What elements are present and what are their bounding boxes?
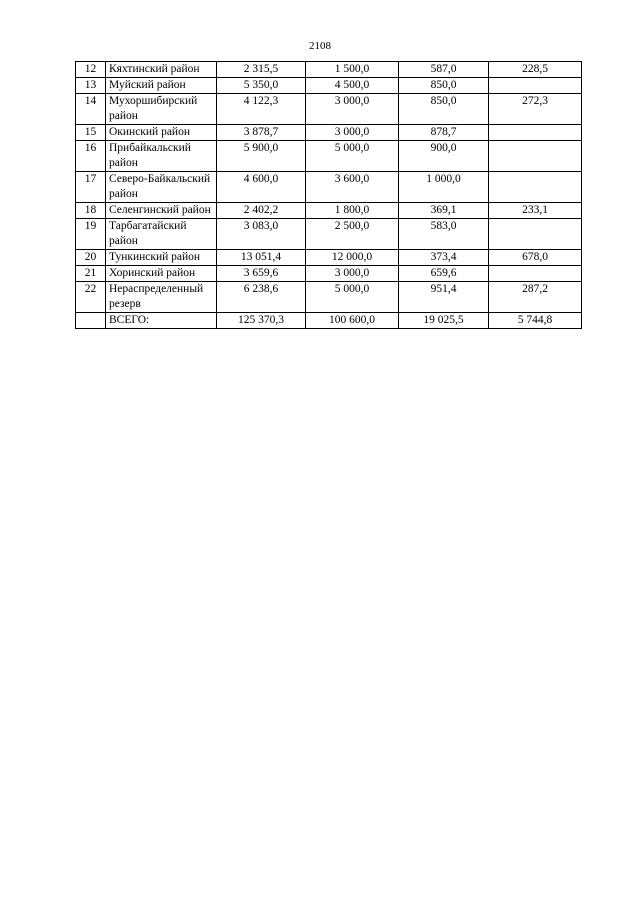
district-name: Селенгинский район (106, 203, 217, 219)
table-row (76, 203, 582, 219)
amount-col-3: 583,0 (399, 219, 489, 250)
district-name: Кяхтинский район (106, 62, 217, 78)
table-row (76, 250, 582, 266)
amount-col-3: 878,7 (399, 125, 489, 141)
amount-col-4: 287,2 (489, 282, 582, 313)
table-row (76, 266, 582, 282)
amount-col-2: 3 000,0 (306, 125, 399, 141)
amount-col-3: 373,4 (399, 250, 489, 266)
amount-col-4 (489, 266, 582, 282)
amount-col-4: 233,1 (489, 203, 582, 219)
amount-col-3: 850,0 (399, 78, 489, 94)
page-number: 2108 (309, 40, 331, 52)
district-name: Хоринский район (106, 266, 217, 282)
amount-col-2: 5 000,0 (306, 141, 399, 172)
amount-col-4: 272,3 (489, 94, 582, 125)
total-amount: 2 402,2 (217, 203, 306, 219)
total-amount: 5 900,0 (217, 141, 306, 172)
total-amount: 5 350,0 (217, 78, 306, 94)
amount-col-4: 5 744,8 (489, 313, 582, 329)
budget-table (75, 61, 582, 329)
total-amount: 3 083,0 (217, 219, 306, 250)
district-name: Тарбагатайский район (106, 219, 217, 250)
amount-col-2: 1 500,0 (306, 62, 399, 78)
amount-col-2: 100 600,0 (306, 313, 399, 329)
total-amount: 6 238,6 (217, 282, 306, 313)
table-row (76, 172, 582, 203)
table-row (76, 78, 582, 94)
row-number: 21 (76, 266, 106, 282)
total-amount: 13 051,4 (217, 250, 306, 266)
total-amount: 3 878,7 (217, 125, 306, 141)
amount-col-3: 951,4 (399, 282, 489, 313)
amount-col-3: 659,6 (399, 266, 489, 282)
amount-col-2: 3 000,0 (306, 94, 399, 125)
amount-col-2: 1 800,0 (306, 203, 399, 219)
amount-col-2: 3 000,0 (306, 266, 399, 282)
district-name: Окинский район (106, 125, 217, 141)
table-row-total (76, 313, 582, 329)
amount-col-4 (489, 125, 582, 141)
amount-col-4 (489, 172, 582, 203)
row-number: 13 (76, 78, 106, 94)
district-name: Мухоршибирский район (106, 94, 217, 125)
row-number: 22 (76, 282, 106, 313)
amount-col-3: 900,0 (399, 141, 489, 172)
amount-col-2: 5 000,0 (306, 282, 399, 313)
amount-col-3: 1 000,0 (399, 172, 489, 203)
row-number: 17 (76, 172, 106, 203)
table-row (76, 282, 582, 313)
row-number: 14 (76, 94, 106, 125)
amount-col-3: 369,1 (399, 203, 489, 219)
total-amount: 4 600,0 (217, 172, 306, 203)
row-number: 15 (76, 125, 106, 141)
row-number (76, 313, 106, 329)
row-number: 16 (76, 141, 106, 172)
total-label: ВСЕГО: (106, 313, 217, 329)
amount-col-4 (489, 219, 582, 250)
table-row (76, 62, 582, 78)
district-name: Тункинский район (106, 250, 217, 266)
amount-col-4 (489, 78, 582, 94)
total-amount: 125 370,3 (217, 313, 306, 329)
total-amount: 3 659,6 (217, 266, 306, 282)
amount-col-2: 2 500,0 (306, 219, 399, 250)
district-name: Муйский район (106, 78, 217, 94)
table-row (76, 94, 582, 125)
amount-col-4: 228,5 (489, 62, 582, 78)
amount-col-2: 3 600,0 (306, 172, 399, 203)
amount-col-3: 587,0 (399, 62, 489, 78)
amount-col-4: 678,0 (489, 250, 582, 266)
amount-col-3: 850,0 (399, 94, 489, 125)
row-number: 19 (76, 219, 106, 250)
table-row (76, 141, 582, 172)
total-amount: 4 122,3 (217, 94, 306, 125)
table-row (76, 125, 582, 141)
amount-col-2: 4 500,0 (306, 78, 399, 94)
amount-col-4 (489, 141, 582, 172)
row-number: 20 (76, 250, 106, 266)
row-number: 18 (76, 203, 106, 219)
district-name: Северо-Байкальский район (106, 172, 217, 203)
total-amount: 2 315,5 (217, 62, 306, 78)
district-name: Нераспределенный резерв (106, 282, 217, 313)
amount-col-2: 12 000,0 (306, 250, 399, 266)
table-row (76, 219, 582, 250)
amount-col-3: 19 025,5 (399, 313, 489, 329)
district-name: Прибайкальский район (106, 141, 217, 172)
row-number: 12 (76, 62, 106, 78)
